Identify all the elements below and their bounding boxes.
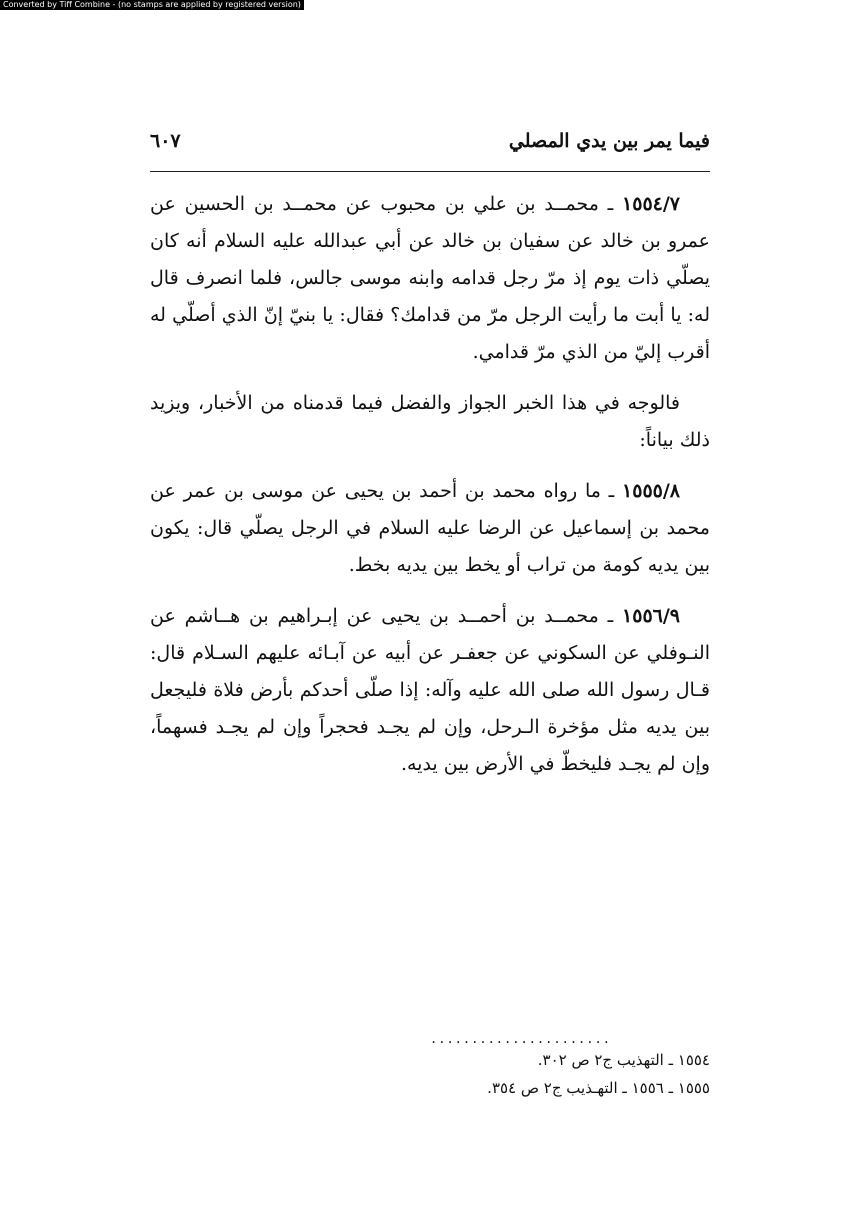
hadith-paragraph xyxy=(150,473,710,584)
page-header xyxy=(150,130,710,170)
hadith-number: ١٥٥٦/٩ xyxy=(622,605,680,627)
commentary-text: فالوجه في هذا الخبر الجواز والفضل فيما قدمناه من الأخبار، ويزيد ذلك بياناً: xyxy=(150,392,710,451)
commentary-paragraph xyxy=(150,385,710,459)
hadith-text: ـ محمــد بن علي بن محبوب عن محمــد بن الحسين عن عمرو بن خالد عن سفيان بن خالد عن أبي عبدالله عليه السلام أنه كان يصلّي ذات يوم إذ مرّ رجل قدامه وابنه موسى جالس، فلما انصرف قال له: يا أبت ما رأيت الرجل مرّ من قدامك؟ فقال: يا بنيّ إنّ الذي أصلّي له أقرب إليّ من الذي مرّ قدامي. xyxy=(150,193,710,363)
footnote-separator: ...................... xyxy=(430,1032,611,1046)
hadith-number: ١٥٥٥/٨ xyxy=(622,480,680,502)
footnote-item: ١٥٥٤ ـ التهذيب ج٢ ص ٣٠٢. xyxy=(537,1051,710,1069)
hadith-text: ـ محمــد بن أحمــد بن يحيى عن إبـراهيم بن هــاشم عن النـوفلي عن السكوني عن جعفـر عن أبيه عن آبـائه عليهم السـلام قال: قـال رسول الله صلى الله عليه وآله: إذا صلّى أحدكم بأرض فلاة فليجعل بين يديه مثل مؤخرة الـرحل، وإن لم يجـد فحجراً وإن لم يجـد فسهماً، وإن لم يجـد فليخطّ في الأرض بين يديه. xyxy=(150,605,710,775)
watermark-banner: Converted by Tiff Combine - (no stamps are applied by registered version) xyxy=(0,0,304,10)
hadith-text: ـ ما رواه محمد بن أحمد بن يحيى عن موسى بن عمر عن محمد بن إسماعيل عن الرضا عليه السلام في الرجل يصلّي قال: يكون بين يديه كومة من تراب أو يخط بين يديه بخط. xyxy=(150,480,710,576)
hadith-paragraph xyxy=(150,186,710,371)
footnote-item: ١٥٥٥ ـ ١٥٥٦ ـ التهـذيب ج٢ ص ٣٥٤. xyxy=(487,1079,710,1097)
hadith-number: ١٥٥٤/٧ xyxy=(622,193,680,215)
hadith-paragraph xyxy=(150,598,710,783)
running-title: فيما يمر بين يدي المصلي xyxy=(508,130,710,152)
main-text xyxy=(150,186,710,797)
footnotes xyxy=(430,1032,710,1102)
header-divider xyxy=(150,171,710,172)
page-number: ٦٠٧ xyxy=(150,130,181,152)
